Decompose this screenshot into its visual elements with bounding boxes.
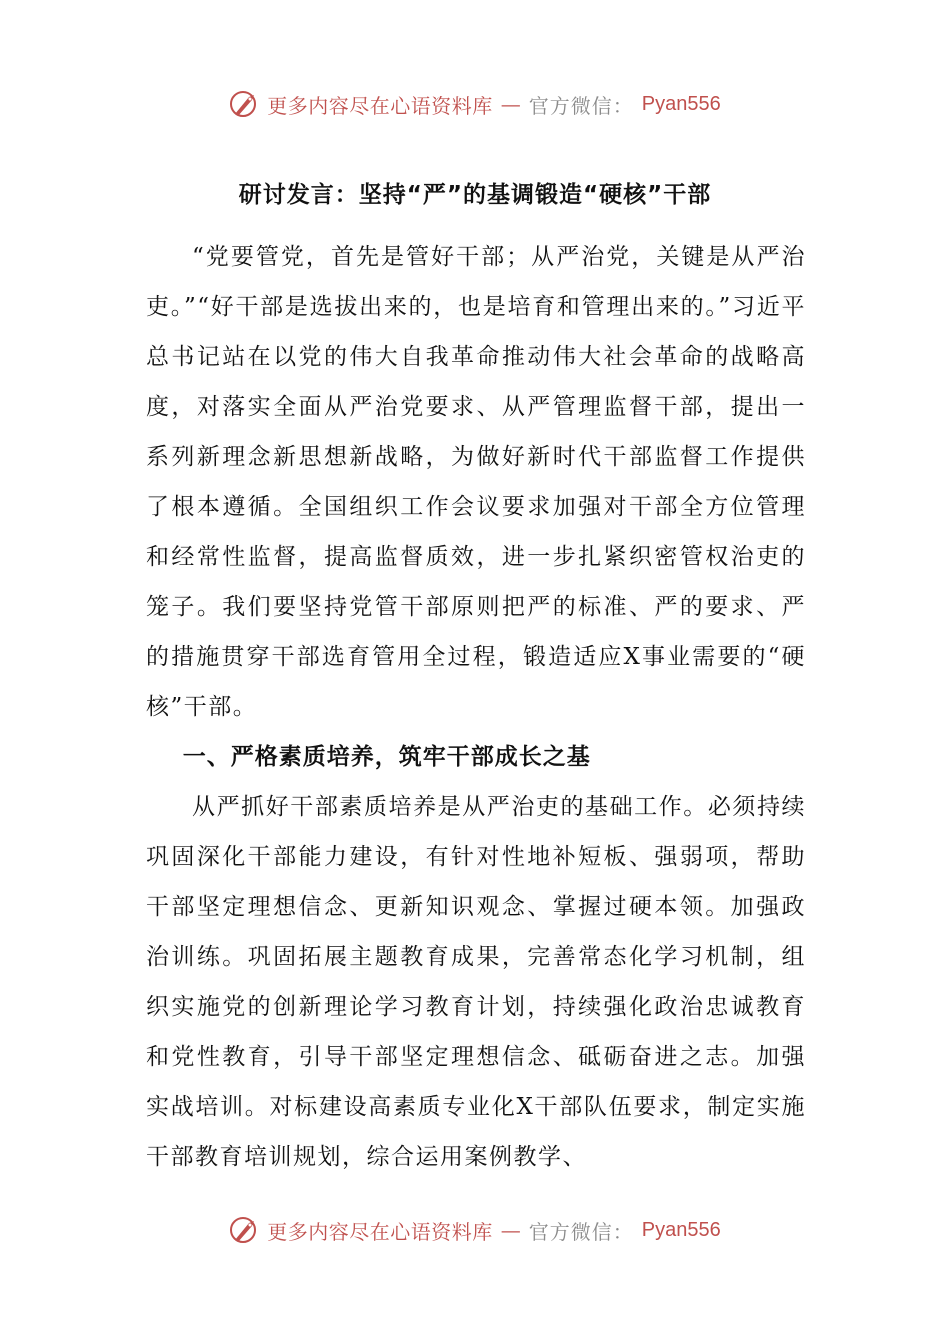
document-body bbox=[146, 232, 806, 1182]
watermark-label: 官方微信： bbox=[528, 1219, 634, 1244]
watermark-code: Pyan556 bbox=[641, 92, 721, 115]
watermark-site-text: 更多内容尽在心语资料库 bbox=[267, 93, 493, 118]
intro-paragraph: “党要管党，首先是管好干部；从严治党，关键是从严治吏。”“好干部是选拔出来的，也是培育和管理出来的。”习近平总书记站在以党的伟大自我革命推动伟大社会革命的战略高度，对落实全面从严治党要求、从严管理监督干部，提出一系列新理念新思想新战略，为做好新时代干部监督工作提供了根本遵循。全国组织工作会议要求加强对干部全方位管理和经常性监督，提高监督质效，进一步扎紧织密管权治吏的笼子。我们要坚持党管干部原则把严的标准、严的要求、严的措施贯穿干部选育管用全过程，锻造适应X事业需要的“硬核”干部。 bbox=[146, 244, 806, 720]
watermark-code: Pyan556 bbox=[641, 1218, 721, 1241]
pen-nib-in-circle-icon bbox=[229, 89, 259, 119]
section-paragraph: 从严抓好干部素质培养是从严治吏的基础工作。必须持续巩固深化干部能力建设，有针对性地补短板、强弱项，帮助干部坚定理想信念、更新知识观念、掌握过硬本领。加强政治训练。巩固拓展主题教育成果，完善常态化学习机制，组织实施党的创新理论学习教育计划，持续强化政治忠诚教育和党性教育，引导干部坚定理想信念、砥砺奋进之志。加强实战培训。对标建设高素质专业化X干部队伍要求，制定实施干部教育培训规划，综合运用案例教学、 bbox=[146, 794, 806, 1170]
watermark-separator: — bbox=[500, 92, 521, 116]
watermark-site-text: 更多内容尽在心语资料库 bbox=[267, 1219, 493, 1244]
pen-nib-in-circle-icon bbox=[229, 1215, 259, 1245]
watermark-header bbox=[0, 84, 950, 124]
document-title: 研讨发言：坚持“严”的基调锻造“硬核”干部 bbox=[238, 182, 712, 208]
section-heading: 一、严格素质培养，筑牢干部成长之基 bbox=[182, 744, 591, 770]
watermark-footer bbox=[0, 1210, 950, 1250]
watermark-separator: — bbox=[500, 1218, 521, 1242]
watermark-label: 官方微信： bbox=[528, 93, 634, 118]
